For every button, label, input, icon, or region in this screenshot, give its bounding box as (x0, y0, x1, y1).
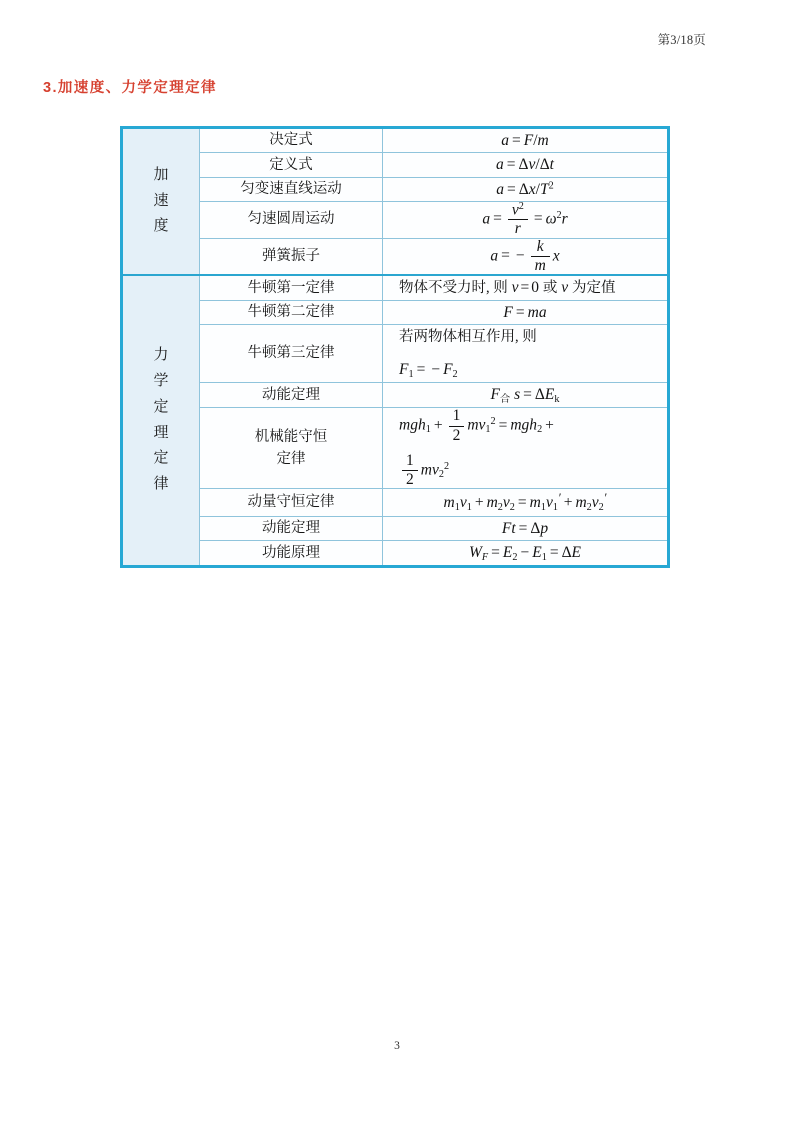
row-label (200, 408, 383, 489)
group-char: 加 (153, 166, 169, 183)
table-row (122, 540, 669, 566)
formula-centripetal-acceleration: a = $\frac{v^2}{r}$ = $\omega^2r$ (482, 200, 568, 238)
row-formula (383, 325, 669, 383)
row-label: 牛顿第一定律 (200, 275, 383, 300)
group-char: 度 (153, 218, 169, 235)
table-row (122, 325, 669, 383)
row-formula (383, 540, 669, 566)
formula-a-equals-f-over-m: a = F/m (501, 132, 549, 149)
formula-newtons-first-law: 物体不受力时, 则 v = 0 或 v 为定值 (399, 279, 616, 297)
formula-newtons-third-law: 若两物体相互作用, 则 $F_1$ = − $F_2$ (399, 329, 537, 380)
table-row (122, 489, 669, 516)
group-label-acceleration (122, 128, 200, 276)
table-row (122, 383, 669, 408)
row-label: 弹簧振子 (200, 238, 383, 275)
group-char: 定 (153, 450, 169, 467)
formula-newtons-second-law: F = ma (503, 303, 547, 321)
group-char: 速 (153, 192, 169, 209)
row-formula (383, 275, 669, 300)
page-number: 3 (394, 1040, 400, 1052)
table-row (122, 177, 669, 201)
formula-a-equals-delta-x-over-t-squared: $a = \Delta x/T^2$ (496, 180, 554, 198)
formula-impulse-momentum-theorem: Ft = Δp (501, 519, 549, 537)
row-formula (383, 300, 669, 324)
prose-suffix: 或 (542, 280, 558, 297)
row-label: 功能原理 (200, 540, 383, 566)
row-label: 决定式 (200, 128, 383, 153)
row-label: 匀速圆周运动 (200, 201, 383, 238)
table-row (122, 516, 669, 540)
row-formula (383, 408, 669, 489)
row-label: 牛顿第二定律 (200, 300, 383, 324)
formula-table-wrapper (120, 126, 670, 568)
row-label: 匀变速直线运动 (200, 177, 383, 201)
formula-spring-oscillator-acceleration: a = − $\frac{k}{m}$ x (490, 237, 560, 274)
table-row (122, 201, 669, 238)
row-formula (383, 489, 669, 516)
table-row (122, 238, 669, 275)
row-label: 动能定理 (200, 383, 383, 408)
row-formula (383, 153, 669, 177)
formula-work-energy-principle: $W_F = E_2 - E_1 = \Delta E$ (468, 543, 581, 563)
page-title: 3.加速度、力学定理定律 (43, 80, 217, 96)
row-formula (383, 128, 669, 153)
row-formula (383, 238, 669, 275)
table-row (122, 408, 669, 489)
group-char: 定 (153, 398, 169, 415)
row-label: 动量守恒定律 (200, 489, 383, 516)
row-label-line1: 机械能守恒 (254, 428, 328, 445)
row-formula (383, 383, 669, 408)
prose-tail: 为定值 (572, 280, 616, 297)
formula-momentum-conservation: $m_1v_1 + m_2v_2 = m_1v_1' + m_2v_2'$ (443, 491, 607, 514)
formula-mechanical-energy-conservation: mgh$_1$ + $\frac{1}{2}$ $mv_1^2 = mgh_2$ + $\frac{1}{2}$ $mv_2^2$ (399, 407, 554, 489)
row-formula (383, 177, 669, 201)
group-char: 理 (153, 424, 169, 441)
row-label-line2: 定律 (276, 451, 306, 468)
row-label: 定义式 (200, 153, 383, 177)
group-char: 律 (153, 476, 169, 493)
row-formula (383, 201, 669, 238)
prose-prefix: 物体不受力时, 则 (399, 280, 508, 297)
page-header-right: 第3/18页 (657, 33, 706, 47)
prose-prefix: 若两物体相互作用, 则 (399, 329, 537, 346)
table-row (122, 275, 669, 300)
table-row (122, 128, 669, 153)
formula-table (120, 126, 670, 568)
group-char: 力 (153, 347, 169, 364)
group-char: 学 (153, 372, 169, 389)
table-row (122, 153, 669, 177)
table-row (122, 300, 669, 324)
formula-work-energy-theorem: $F_合$ $s = \Delta E_k$ (490, 386, 560, 405)
row-label: 动能定理 (200, 516, 383, 540)
group-label-mechanics-laws (122, 275, 200, 566)
row-formula (383, 516, 669, 540)
row-label: 牛顿第三定律 (200, 325, 383, 383)
group-label-vertical-text (153, 343, 168, 498)
group-label-vertical-text (153, 163, 168, 240)
formula-a-equals-delta-v-over-delta-t: a = Δv/Δt (496, 156, 554, 174)
